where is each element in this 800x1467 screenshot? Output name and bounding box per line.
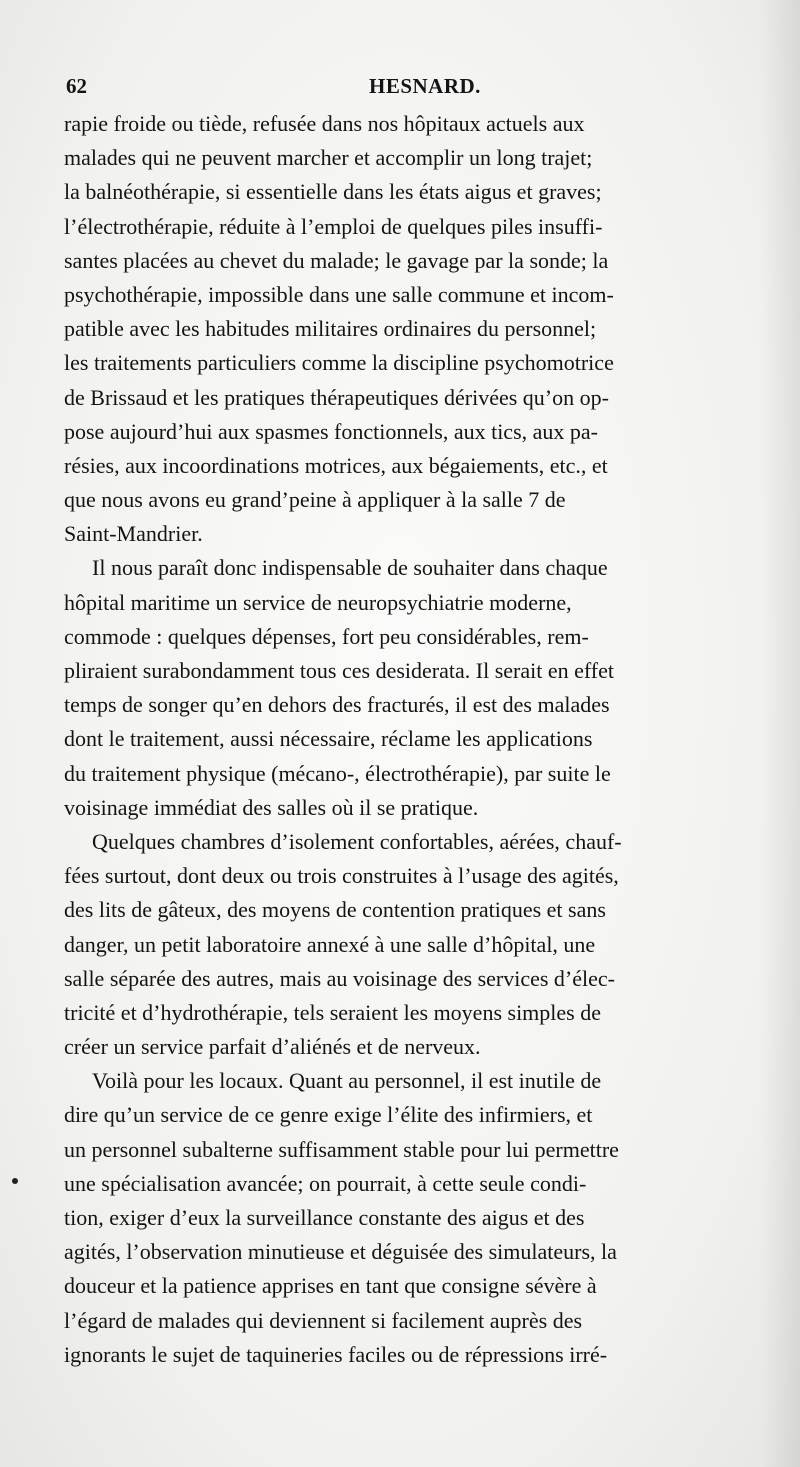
text-line: temps de songer qu’en dehors des fracturés, il est des malades: [64, 692, 610, 718]
text-line: du traitement physique (mécano-, électrothérapie), par suite le: [64, 760, 611, 786]
text-line: créer un service parfait d’aliénés et de nerveux.: [64, 1034, 481, 1060]
text-line: pliraient surabondamment tous ces desiderata. Il serait en effet: [64, 658, 614, 683]
text-line: malades qui ne peuvent marcher et accomplir un long trajet;: [64, 145, 593, 171]
text-line: ignorants le sujet de taquineries faciles ou de répressions irré-: [64, 1341, 608, 1367]
text-line: hôpital maritime un service de neuropsychiatrie moderne,: [64, 589, 572, 615]
text-line: tricité et d’hydrothérapie, tels seraient les moyens simples de: [64, 999, 602, 1025]
text-line: danger, un petit laboratoire annexé à une salle d’hôpital, une: [64, 931, 596, 957]
running-head: HESNARD.: [369, 74, 481, 98]
text-line: les traitements particuliers comme la discipline psychomotrice: [64, 350, 614, 376]
text-line: dire qu’un service de ce genre exige l’élite des infirmiers, et: [64, 1102, 593, 1128]
text-line: fées surtout, dont deux ou trois construites à l’usage des agités,: [64, 863, 619, 889]
text-line: une spécialisation avancée; on pourrait, à cette seule condi-: [64, 1170, 587, 1196]
text-line: Saint-Mandrier.: [64, 521, 203, 547]
text-line: Voilà pour les locaux. Quant au personnel, il est inutile de: [92, 1068, 602, 1094]
text-line: l’électrothérapie, réduite à l’emploi de quelques piles insuffi-: [64, 213, 603, 239]
text-line: résies, aux incoordinations motrices, aux bégaiements, etc., et: [64, 452, 608, 478]
page-number: 62: [66, 74, 87, 98]
text-line: douceur et la patience apprises en tant que consigne sévère à: [64, 1273, 597, 1299]
text-line: Il nous paraît donc indispensable de souhaiter dans chaque: [92, 555, 608, 581]
text-line: commode : quelques dépenses, fort peu considérables, rem-: [64, 623, 589, 649]
text-line: la balnéothérapie, si essentielle dans les états aigus et graves;: [64, 179, 602, 205]
page-edge-shadow: [760, 0, 800, 1467]
text-line: dont le traitement, aussi nécessaire, réclame les applications: [64, 726, 593, 752]
text-line: que nous avons eu grand’peine à appliquer à la salle 7 de: [64, 487, 566, 513]
text-line: psychothérapie, impossible dans une salle commune et incom-: [64, 281, 614, 307]
text-line: salle séparée des autres, mais au voisinage des services d’élec-: [64, 965, 615, 991]
body-text: [64, 107, 770, 1372]
text-line: santes placées au chevet du malade; le gavage par la sonde; la: [64, 247, 609, 273]
text-line: de Brissaud et les pratiques thérapeutiques dérivées qu’on op-: [64, 384, 609, 410]
text-line: rapie froide ou tiède, refusée dans nos hôpitaux actuels aux: [64, 111, 585, 136]
text-line: l’égard de malades qui deviennent si facilement auprès des: [64, 1307, 583, 1333]
page-header: [66, 74, 760, 100]
margin-mark: [12, 1178, 18, 1184]
text-line: pose aujourd’hui aux spasmes fonctionnels, aux tics, aux pa-: [64, 418, 598, 444]
text-line: voisinage immédiat des salles où il se pratique.: [64, 794, 479, 820]
text-line: un personnel subalterne suffisamment stable pour lui permettre: [64, 1136, 619, 1162]
text-line: agités, l’observation minutieuse et déguisée des simulateurs, la: [64, 1239, 617, 1265]
text-line: Quelques chambres d’isolement confortables, aérées, chauf-: [92, 828, 622, 854]
text-line: des lits de gâteux, des moyens de contention pratiques et sans: [64, 897, 606, 923]
text-line: patible avec les habitudes militaires ordinaires du personnel;: [64, 316, 597, 342]
text-line: tion, exiger d’eux la surveillance constante des aigus et des: [64, 1205, 585, 1230]
